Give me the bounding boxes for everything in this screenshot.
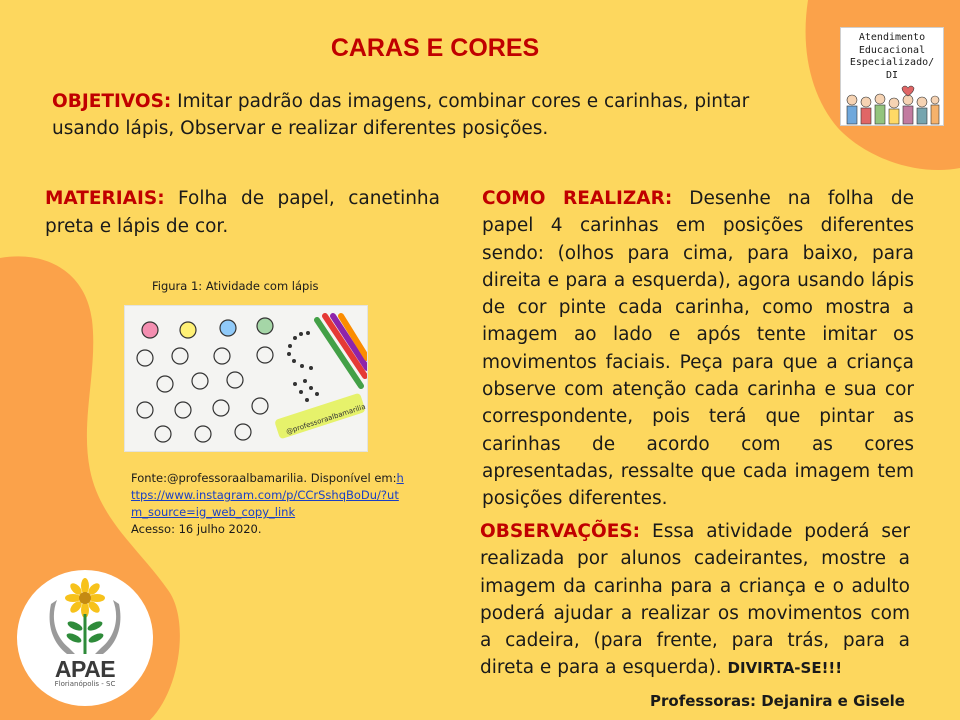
aee-badge xyxy=(840,27,944,126)
page-title: CARAS E CORES xyxy=(330,34,540,62)
how-to-label: COMO REALIZAR: xyxy=(482,188,673,209)
apae-wordmark: APAE xyxy=(54,656,116,682)
objectives-paragraph xyxy=(52,88,802,142)
observations-text: Essa atividade poderá ser realizada por alunos cadeirantes, mostre a imagem da carinha para a criança e o adulto poderá ajudar a realizar os movimentos com a cadeira, (para frente, para trás, para a direta e para a esquerda). xyxy=(480,521,910,679)
source-link[interactable]: https://www.instagram.com/p/CCrSshqBoDu/?utm_source=ig_web_copy_link xyxy=(131,471,404,519)
activity-photo-illustration xyxy=(125,306,367,451)
materials-label: MATERIAIS: xyxy=(45,188,165,209)
activity-photo xyxy=(125,306,367,451)
have-fun-text: DIVIRTA-SE!!! xyxy=(727,659,843,678)
apae-city: Florianópolis - SC xyxy=(54,680,116,688)
objectives-text: Imitar padrão das imagens, combinar cores e carinhas, pintar usando lápis, Observar e realizar diferentes posições. xyxy=(52,91,750,139)
observations-paragraph xyxy=(480,518,910,683)
figure-caption: Figura 1: Atividade com lápis xyxy=(152,279,319,293)
photo-watermark: @professoraalbamarilia xyxy=(285,402,367,436)
apae-logo xyxy=(17,570,153,706)
materials-paragraph xyxy=(45,185,440,241)
source-prefix: Fonte:@professoraalbamarilia. Disponível em: xyxy=(131,471,397,485)
objectives-label: OBJETIVOS: xyxy=(52,91,172,112)
how-to-text: Desenhe na folha de papel 4 carinhas em posições diferentes sendo: (olhos para cima, para baixo, para direita e para a esquerda), agora usando lápis de cor pinte cada carinha, como mostra a imagem ao lado e após tente imitar os movimentos faciais. Peça para que a criança observe com atenção cada carinha e sua cor correspondente, pois terá que pintar as carinhas de acordo com as cores apresentadas, ressalte que cada imagem tem posições diferentes. xyxy=(482,188,914,510)
source-access: Acesso: 16 julho 2020. xyxy=(131,522,262,536)
teachers-credit: Professoras: Dejanira e Gisele xyxy=(650,692,905,710)
observations-label: OBSERVAÇÕES: xyxy=(480,521,641,542)
how-to-paragraph xyxy=(482,185,914,513)
children-illustration xyxy=(842,82,942,138)
badge-line-3: Especializado/ DI xyxy=(849,57,935,81)
badge-line-1: Atendimento xyxy=(858,32,926,43)
badge-line-2: Educacional xyxy=(858,44,926,56)
apae-flower-hands-icon xyxy=(17,570,153,660)
figure-source xyxy=(131,470,406,538)
materials-text: Folha de papel, canetinha preta e lápis de cor. xyxy=(45,188,440,237)
